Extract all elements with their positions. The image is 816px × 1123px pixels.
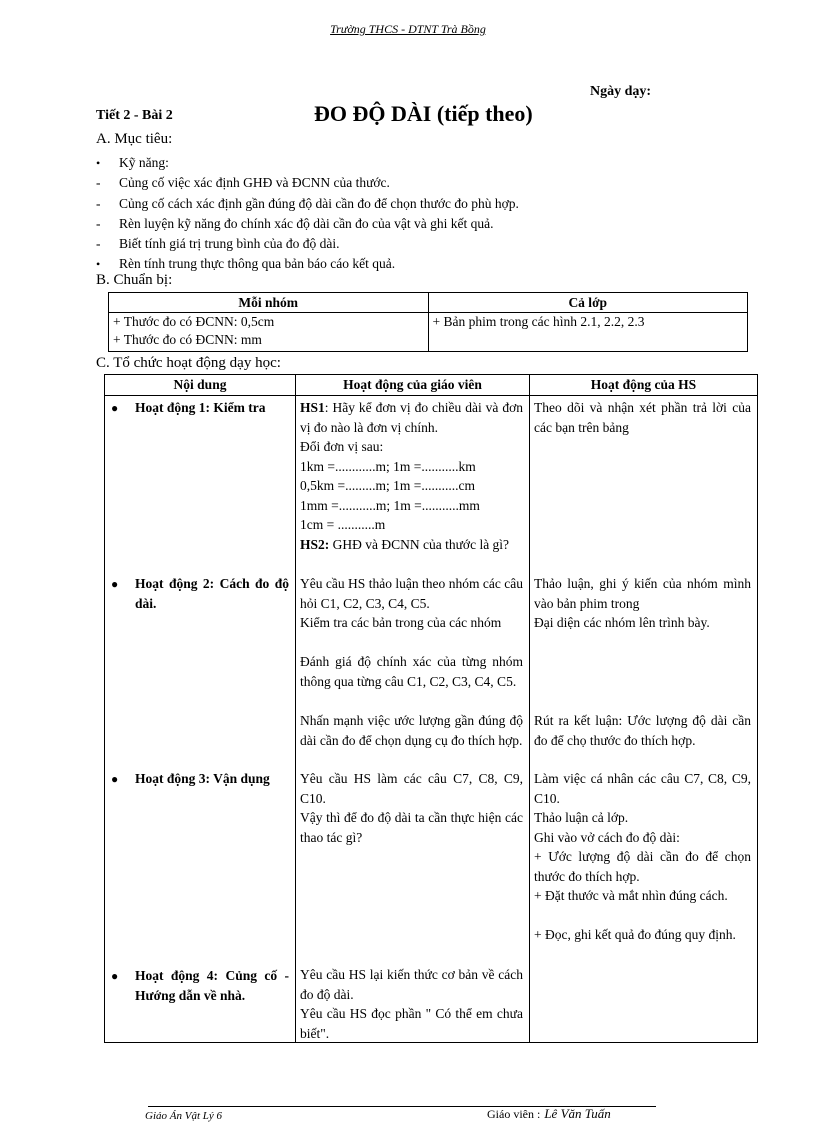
class-materials-cell: + Bản phim trong các hình 2.1, 2.2, 2.3	[428, 313, 748, 352]
teacher-act2-b: Kiểm tra các bản trong của các nhóm	[300, 615, 502, 630]
student-column-header: Hoạt động của HS	[530, 375, 758, 396]
student-act2-b: Đại diện các nhóm lên trình bày.	[534, 615, 710, 630]
content-column	[105, 396, 296, 1043]
list-item: - Củng cố việc xác định GHĐ và ĐCNN của thước.	[96, 175, 390, 191]
teacher-act3-b: Vậy thì để đo độ dài ta cần thực hiện các thao tác gì?	[300, 810, 523, 845]
preparation-table	[108, 292, 748, 352]
section-a-heading: A. Mục tiêu:	[96, 131, 173, 147]
activity-1: ● Hoạt động 1: Kiểm tra	[111, 400, 266, 415]
conversion-line: 1km =............m; 1m =...........km	[300, 459, 476, 474]
teacher-act2-a: Yêu cầu HS thảo luận theo nhóm các câu hỏi C1, C2, C3, C4, C5.	[300, 576, 523, 611]
student-act1: Theo dõi và nhận xét phần trả lời của các bạn trên bảng	[534, 400, 751, 435]
objectives-list	[92, 153, 732, 275]
teacher-convert-label: Đổi đơn vị sau:	[300, 439, 384, 454]
student-act2-a: Thảo luận, ghi ý kiến của nhóm mình vào bản phim trong	[534, 576, 751, 611]
teacher-act1-hs2: HS2: GHĐ và ĐCNN của thước là gì?	[300, 537, 510, 552]
group-column-header: Mỗi nhóm	[109, 293, 429, 313]
class-column-header: Cả lớp	[428, 293, 748, 313]
student-column	[530, 396, 758, 1043]
student-act2-c: Rút ra kết luận: Ước lượng độ dài cần đo để chọ thước đo thích hợp.	[534, 713, 751, 748]
section-c-heading: C. Tổ chức hoạt động dạy học:	[96, 355, 281, 371]
list-item: - Rèn luyện kỹ năng đo chính xác độ dài cần đo của vật và ghi kết quả.	[96, 215, 494, 231]
activity-2: ● Hoạt động 2: Cách đo độ dài.	[111, 576, 289, 611]
list-item: - Biết tính giá trị trung bình của đo độ dài.	[96, 236, 340, 252]
list-item: • Rèn tính trung thực thông qua bản báo cáo kết quả.	[96, 256, 396, 272]
list-item: • Kỹ năng:	[96, 155, 169, 170]
student-act3-f: + Đọc, ghi kết quả đo đúng quy định.	[534, 927, 736, 942]
school-header: Trường THCS - DTNT Trà Bồng	[330, 22, 486, 36]
conversion-line: 1cm = ...........m	[300, 517, 386, 532]
page-title: ĐO ĐỘ DÀI (tiếp theo)	[314, 101, 533, 126]
student-act3-c: Ghi vào vở cách đo độ dài:	[534, 830, 680, 845]
activities-table	[104, 374, 758, 1043]
teacher-act3-a: Yêu cầu HS làm các câu C7, C8, C9, C10.	[300, 771, 523, 806]
activity-4: ● Hoạt động 4: Củng cố - Hướng dẫn về nhà.	[111, 968, 289, 1003]
list-item: - Củng cố cách xác định gần đúng độ dài cần đo để chọn thước đo phù hợp.	[96, 195, 519, 211]
student-act3-a: Làm việc cá nhân các câu C7, C8, C9, C10.	[534, 771, 751, 806]
teaching-date-label: Ngày dạy:	[590, 84, 652, 99]
footer-course-title: Giáo Án Vật Lý 6	[145, 1110, 222, 1122]
lesson-label: Tiết 2 - Bài 2	[96, 108, 173, 123]
teacher-act2-c: Đánh giá độ chính xác của từng nhóm thông qua từng câu C1, C2, C3, C4, C5.	[300, 654, 523, 689]
teacher-column-header: Hoạt động của giáo viên	[296, 375, 530, 396]
conversion-line: 0,5km =.........m; 1m =...........cm	[300, 478, 475, 493]
content-column-header: Nội dung	[105, 375, 296, 396]
activity-3: ● Hoạt động 3: Vận dụng	[111, 771, 270, 786]
teacher-act4-b: Yêu cầu HS đọc phần " Có thể em chưa biết".	[300, 1006, 523, 1041]
student-act3-e: + Đặt thước và mắt nhìn đúng cách.	[534, 888, 728, 903]
teacher-act4-a: Yêu cầu HS lại kiến thức cơ bản về cách đo độ dài.	[300, 967, 523, 1002]
teacher-signature: Lê Văn Tuấn	[544, 1106, 611, 1121]
student-act3-b: Thảo luận cả lớp.	[534, 810, 629, 825]
footer-teacher: Giáo viên : Lê Văn Tuấn	[487, 1106, 611, 1121]
conversion-line: 1mm =...........m; 1m =...........mm	[300, 498, 480, 513]
section-b-heading: B. Chuẩn bị:	[96, 272, 173, 288]
teacher-act2-d: Nhấn mạnh việc ước lượng gần đúng độ dài cần đo để chọn dụng cụ đo thích hợp.	[300, 713, 523, 748]
group-materials-cell: + Thước đo có ĐCNN: 0,5cm + Thước đo có ĐCNN: mm	[109, 313, 429, 352]
teacher-column	[296, 396, 530, 1043]
student-act3-d: + Ước lượng độ dài cần đo để chọn thước đo thích hợp.	[534, 849, 751, 884]
teacher-act1-hs1: HS1: Hãy kể đơn vị đo chiều dài và đơn vị đo nào là đơn vị chính.	[300, 400, 523, 435]
